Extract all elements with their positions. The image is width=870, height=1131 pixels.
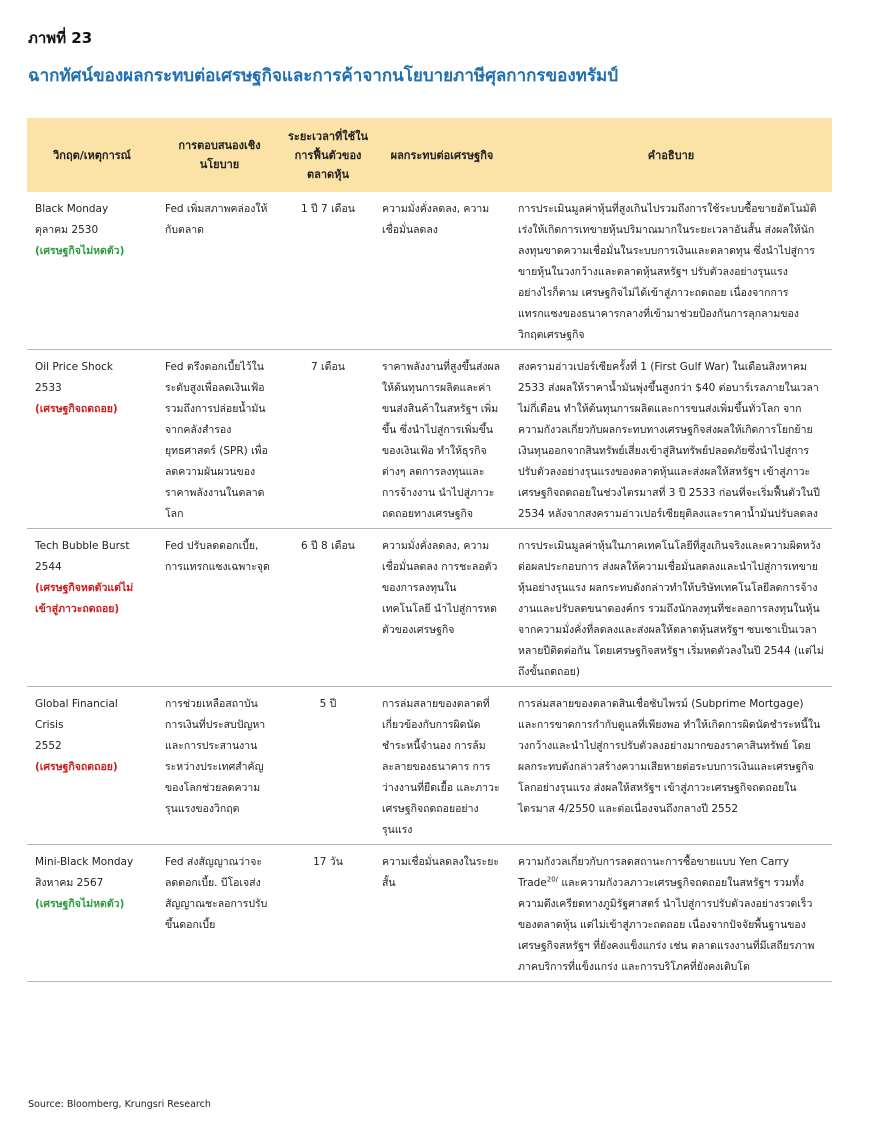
- event-name: Black Monday: [35, 203, 109, 215]
- event-date: ตุลาคม 2530: [35, 224, 99, 236]
- description-cell: การประเมินมูลค่าหุ้นที่สูงเกินไปรวมถึงการใช้ระบบซื้อขายอัตโนมัติเร่งให้เกิดการเทขายหุ้นปริมาณมากในระยะเวลาอันสั้น ส่งผลให้นักลงทุนขาดความเชื่อมั่นในระบบการเงินและตลาดทุน ซึ่งนำไปสู่การขายหุ้นในวงกว้างและตลาดหุ้นสหรัฐฯ ปรับตัวลงอย่างรุนแรง อย่างไรก็ตาม เศรษฐกิจไม่ได้เข้าสู่ภาวะถดถอย เนื่องจากการแทรกแซงของธนาคารกลางที่เข้ามาช่วยป้องกันการลุกลามของวิกฤตเศรษฐกิจ: [510, 192, 832, 350]
- event-status: (เศรษฐกิจหดตัวแต่ไม่เข้าสู่ภาวะถดถอย): [35, 582, 134, 615]
- event-status: (เศรษฐกิจไม่หดตัว): [35, 898, 125, 910]
- header-description: คำอธิบาย: [510, 118, 832, 192]
- event-date: 2533: [35, 382, 62, 394]
- event-name: Oil Price Shock: [35, 361, 113, 373]
- event-status: (เศรษฐกิจถดถอย): [35, 403, 118, 415]
- table-row: [27, 687, 832, 845]
- description-text-cont: และความกังวลภาวะเศรษฐกิจถดถอยในสหรัฐฯ รวมทั้งความตึงเครียดทางภูมิรัฐศาสตร์ นำไปสู่การปรับตัวลงอย่างรวดเร็วของตลาดหุ้น แต่ไม่เข้าสู่ภาวะถดถอย เนื่องจากปัจจัยพื้นฐานของเศรษฐกิจสหรัฐฯ ที่ยังคงแข็งแกร่ง เช่น ตลาดแรงงานที่มีเสถียรภาพ ภาคบริการที่แข็งแกร่ง และการบริโภคที่ยังคงเติบโต: [518, 877, 815, 973]
- event-name: Mini-Black Monday: [35, 856, 134, 868]
- event-cell: [27, 529, 157, 687]
- header-event: วิกฤต/เหตุการณ์: [27, 118, 157, 192]
- event-name: Tech Bubble Burst: [35, 540, 130, 552]
- event-cell: [27, 350, 157, 529]
- table-row: [27, 529, 832, 687]
- header-impact: ผลกระทบต่อเศรษฐกิจ: [374, 118, 510, 192]
- recovery-cell: 6 ปี 8 เดือน: [282, 529, 374, 687]
- event-status: (เศรษฐกิจไม่หดตัว): [35, 245, 125, 257]
- crisis-comparison-table: [27, 118, 832, 982]
- policy-cell: Fed เพิ่มสภาพคล่องให้กับตลาด: [157, 192, 282, 350]
- event-date: 2552: [35, 740, 62, 752]
- description-text: ความกังวลเกี่ยวกับการลดสถานะการซื้อขายแบบ Yen Carry Trade: [518, 856, 790, 889]
- table-header-row: [27, 118, 832, 192]
- footnote-marker: 20/: [546, 875, 559, 884]
- event-cell: [27, 687, 157, 845]
- recovery-cell: 7 เดือน: [282, 350, 374, 529]
- recovery-cell: 5 ปี: [282, 687, 374, 845]
- source-note: Source: Bloomberg, Krungsri Research: [28, 1099, 211, 1110]
- recovery-cell: 17 วัน: [282, 845, 374, 982]
- policy-cell: Fed ส่งสัญญาณว่าจะลดดอกเบี้ย. บีโอเจส่งสัญญาณชะลอการปรับขึ้นดอกเบี้ย: [157, 845, 282, 982]
- description-cell: สงครามอ่าวเปอร์เซียครั้งที่ 1 (First Gulf War) ในเดือนสิงหาคม 2533 ส่งผลให้ราคาน้ำมันพุ่งขึ้นสูงกว่า $40 ต่อบาร์เรลภายในเวลาไม่กี่เดือน ทำให้ต้นทุนการผลิตและการขนส่งเพิ่มขึ้นทั่วโลก จากความกังวลเกี่ยวกับผลกระทบทางเศรษฐกิจส่งผลให้เกิดการโยกย้ายเงินทุนออกจากสินทรัพย์เสี่ยงเข้าสู่สินทรัพย์ปลอดภัยซึ่งนำไปสู่การปรับตัวลงอย่างรุนแรงของตลาดหุ้นและส่งผลให้สหรัฐฯ เข้าสู่ภาวะเศรษฐกิจถดถอยในช่วงไตรมาสที่ 3 ปี 2533 ก่อนที่จะเริ่มฟื้นตัวในปี 2534 หลังจากสงครามอ่าวเปอร์เซียยุติลงและราคาน้ำมันปรับลดลง: [510, 350, 832, 529]
- impact-cell: ความเชื่อมั่นลดลงในระยะสั้น: [374, 845, 510, 982]
- table-row: [27, 192, 832, 350]
- event-date: 2544: [35, 561, 62, 573]
- figure-label: ภาพที่ 23: [28, 29, 93, 47]
- policy-cell: Fed ปรับลดดอกเบี้ย, การแทรกแซงเฉพาะจุด: [157, 529, 282, 687]
- table-row: [27, 845, 832, 982]
- policy-cell: Fed ตรึงดอกเบี้ยไว้ในระดับสูงเพื่อลดเงินเฟ้อ รวมถึงการปล่อยน้ำมันจากคลังสำรองยุทธศาสตร์ (SPR) เพื่อลดความผันผวนของราคาพลังงานในตลาดโลก: [157, 350, 282, 529]
- event-status: (เศรษฐกิจถดถอย): [35, 761, 118, 773]
- table-row: [27, 350, 832, 529]
- event-cell: [27, 845, 157, 982]
- description-cell: [510, 845, 832, 982]
- header-recovery: ระยะเวลาที่ใช้ในการฟื้นตัวของตลาดหุ้น: [282, 118, 374, 192]
- description-cell: การล่มสลายของตลาดสินเชื่อซับไพรม์ (Subprime Mortgage) และการขาดการกำกับดูแลที่เพียงพอ ทำให้เกิดการผิดนัดชำระหนี้ในวงกว้างและนำไปสู่การปรับตัวลงอย่างมากของราคาสินทรัพย์ โดยผลกระทบดังกล่าวสร้างความเสียหายต่อระบบการเงินและเศรษฐกิจโลกอย่างรุนแรง ส่งผลให้สหรัฐฯ เข้าสู่ภาวะเศรษฐกิจถดถอยในไตรมาส 4/2550 และต่อเนื่องจนถึงกลางปี 2552: [510, 687, 832, 845]
- impact-cell: ความมั่งคั่งลดลง, ความเชื่อมั่นลดลง: [374, 192, 510, 350]
- event-cell: [27, 192, 157, 350]
- impact-cell: ความมั่งคั่งลดลง, ความเชื่อมั่นลดลง การชะลอตัวของการลงทุนในเทคโนโลยี นำไปสู่การหดตัวของเศรษฐกิจ: [374, 529, 510, 687]
- figure-title: ฉากทัศน์ของผลกระทบต่อเศรษฐกิจและการค้าจากนโยบายภาษีศุลกากรของทรัมป์: [28, 66, 619, 86]
- event-name: Global Financial Crisis: [35, 698, 118, 731]
- description-cell: การประเมินมูลค่าหุ้นในภาคเทคโนโลยีที่สูงเกินจริงและความผิดหวังต่อผลประกอบการ ส่งผลให้ความเชื่อมั่นลดลงและนำไปสู่การเทขายหุ้นอย่างรุนแรง ผลกระทบดังกล่าวทำให้บริษัทเทคโนโลยีลดการจ้างงานและปรับลดขนาดองค์กร รวมถึงนักลงทุนที่ชะลอการลงทุนในหุ้นจากความมั่งคั่งที่ลดลงและส่งผลให้ตลาดหุ้นสหรัฐฯ ซบเซาเป็นเวลาหลายปีติดต่อกัน โดยเศรษฐกิจสหรัฐฯ เริ่มหดตัวลงในปี 2544 (แต่ไม่ถึงขั้นถดถอย): [510, 529, 832, 687]
- header-policy: การตอบสนองเชิงนโยบาย: [157, 118, 282, 192]
- policy-cell: การช่วยเหลือสถาบันการเงินที่ประสบปัญหาและการประสานงานระหว่างประเทศสำคัญของโลกช่วยลดความรุนแรงของวิกฤต: [157, 687, 282, 845]
- impact-cell: ราคาพลังงานที่สูงขึ้นส่งผลให้ต้นทุนการผลิตและค่าขนส่งสินค้าในสหรัฐฯ เพิ่มขึ้น ซึ่งนำไปสู่การเพิ่มขึ้นของเงินเฟ้อ ทำให้ธุรกิจต่างๆ ลดการลงทุนและการจ้างงาน นำไปสู่ภาวะถดถอยทางเศรษฐกิจ: [374, 350, 510, 529]
- recovery-cell: 1 ปี 7 เดือน: [282, 192, 374, 350]
- event-date: สิงหาคม 2567: [35, 877, 104, 889]
- impact-cell: การล่มสลายของตลาดที่เกี่ยวข้องกับการผิดนัดชำระหนี้จำนอง การล้มละลายของธนาคาร การว่างงานที่ยืดเยื้อ และภาวะเศรษฐกิจถดถอยอย่างรุนแรง: [374, 687, 510, 845]
